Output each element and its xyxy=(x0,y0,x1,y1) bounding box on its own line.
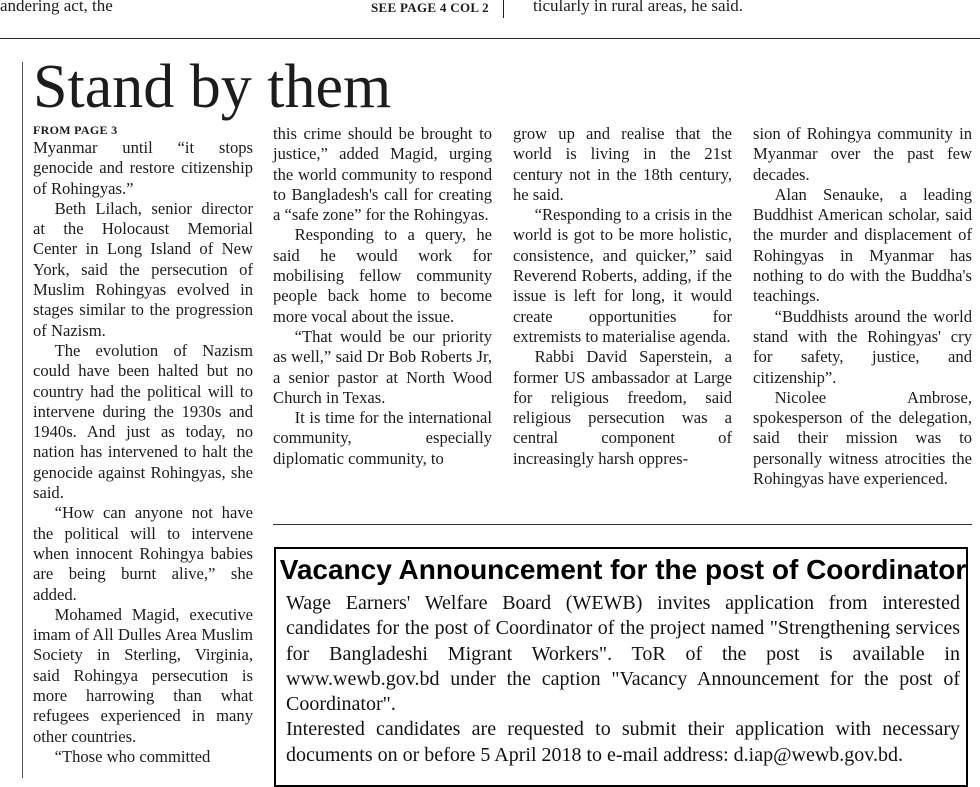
paragraph: Rabbi David Saperstein, a former US ambassador at Large for religious freedom, said religious persecution was a central component of increasingly harsh oppres- xyxy=(513,347,732,468)
ad-paragraph: Wage Earners' Welfare Board (WEWB) invites application from interested candidates for the post of Coordinator of the project named "Strengthening services for Bangladeshi Migrant Workers". ToR of the post is available in www.wewb.gov.bd under the caption "Vacancy Announcement for the post of Coordinator". xyxy=(286,592,960,716)
section-divider xyxy=(273,524,972,525)
article-column-3 xyxy=(513,124,732,469)
article-column-1 xyxy=(33,124,253,767)
paragraph: The evolution of Nazism could have been halted but no country had the political will to intervene during the 1930s and 1940s. And just as today, no nation has intervened to halt the genocide against Rohingyas, she said. xyxy=(33,340,253,503)
article-column-2 xyxy=(273,124,492,469)
previous-story-strip xyxy=(0,0,980,39)
jump-from-line: FROM PAGE 3 xyxy=(33,123,118,137)
jump-line: SEE PAGE 4 COL 2 xyxy=(371,0,489,15)
article-column-4 xyxy=(753,124,972,489)
paragraph: Nicolee Ambrose, spokesperson of the delegation, said their mission was to personally witness atrocities the Rohingyas have experienced. xyxy=(753,387,972,489)
paragraph: Responding to a query, he said he would work for mobilising fellow community people back home to become more vocal about the issue. xyxy=(273,225,492,326)
paragraph: “Buddhists around the world stand with the Rohingyas' cry for safety, justice, and citizenship”. xyxy=(753,306,972,387)
paragraph: “Responding to a crisis in the world is got to be more holistic, consistence, and quicker,” said Reverend Roberts, adding, if the issue is left for long, it would create opportunities for extremists to materialise agenda. xyxy=(513,205,732,346)
ad-paragraph: Interested candidates are requested to submit their application with necessary documents on or before 5 April 2018 to e-mail address: d.iap@wewb.gov.bd. xyxy=(286,718,960,766)
column-separator xyxy=(503,0,504,18)
paragraph: grow up and realise that the world is living in the 21st century not in the 18th century, he said. xyxy=(513,124,732,204)
paragraph: “Those who committed xyxy=(54,746,211,766)
paragraph: sion of Rohingya community in Myanmar over the past few decades. xyxy=(753,124,972,184)
headline: Stand by them xyxy=(33,53,392,121)
paragraph: “How can anyone not have the political will to intervene when innocent Rohingya babies are being burnt alive,” she added. xyxy=(33,503,253,604)
vacancy-advertisement xyxy=(274,547,968,787)
paragraph: Myanmar until “it stops genocide and restore citizenship of Rohingyas.” xyxy=(33,138,253,198)
previous-story-fragment-left: andering act, the xyxy=(0,0,113,15)
previous-story-fragment-right: ticularly in rural areas, he said. xyxy=(533,0,744,15)
ad-body xyxy=(286,591,960,768)
paragraph: “That would be our priority as well,” said Dr Bob Roberts Jr, a senior pastor at North Wood Church in Texas. xyxy=(273,326,492,407)
paragraph: this crime should be brought to justice,” added Magid, urging the world community to respond to Bangladesh's call for creating a “safe zone” for the Rohingyas. xyxy=(273,124,492,225)
ad-title: Vacancy Announcement for the post of Coordinator xyxy=(279,554,967,585)
paragraph: Mohamed Magid, executive imam of All Dulles Area Muslim Society in Sterling, Virginia, said Rohingya persecution is more harrowing than what refugees experienced in many other countries. xyxy=(33,604,253,746)
paragraph: It is time for the international community, especially diplomatic community, to xyxy=(273,408,492,468)
left-column-rule xyxy=(22,62,23,778)
paragraph: Beth Lilach, senior director at the Holocaust Memorial Center in Long Island of New York, said the persecution of Muslim Rohingyas evolved in stages similar to the progression of Nazism. xyxy=(33,198,253,340)
paragraph: Alan Senauke, a leading Buddhist American scholar, said the murder and displacement of Rohingyas in Myanmar has nothing to do with the Buddha's teachings. xyxy=(753,184,972,306)
